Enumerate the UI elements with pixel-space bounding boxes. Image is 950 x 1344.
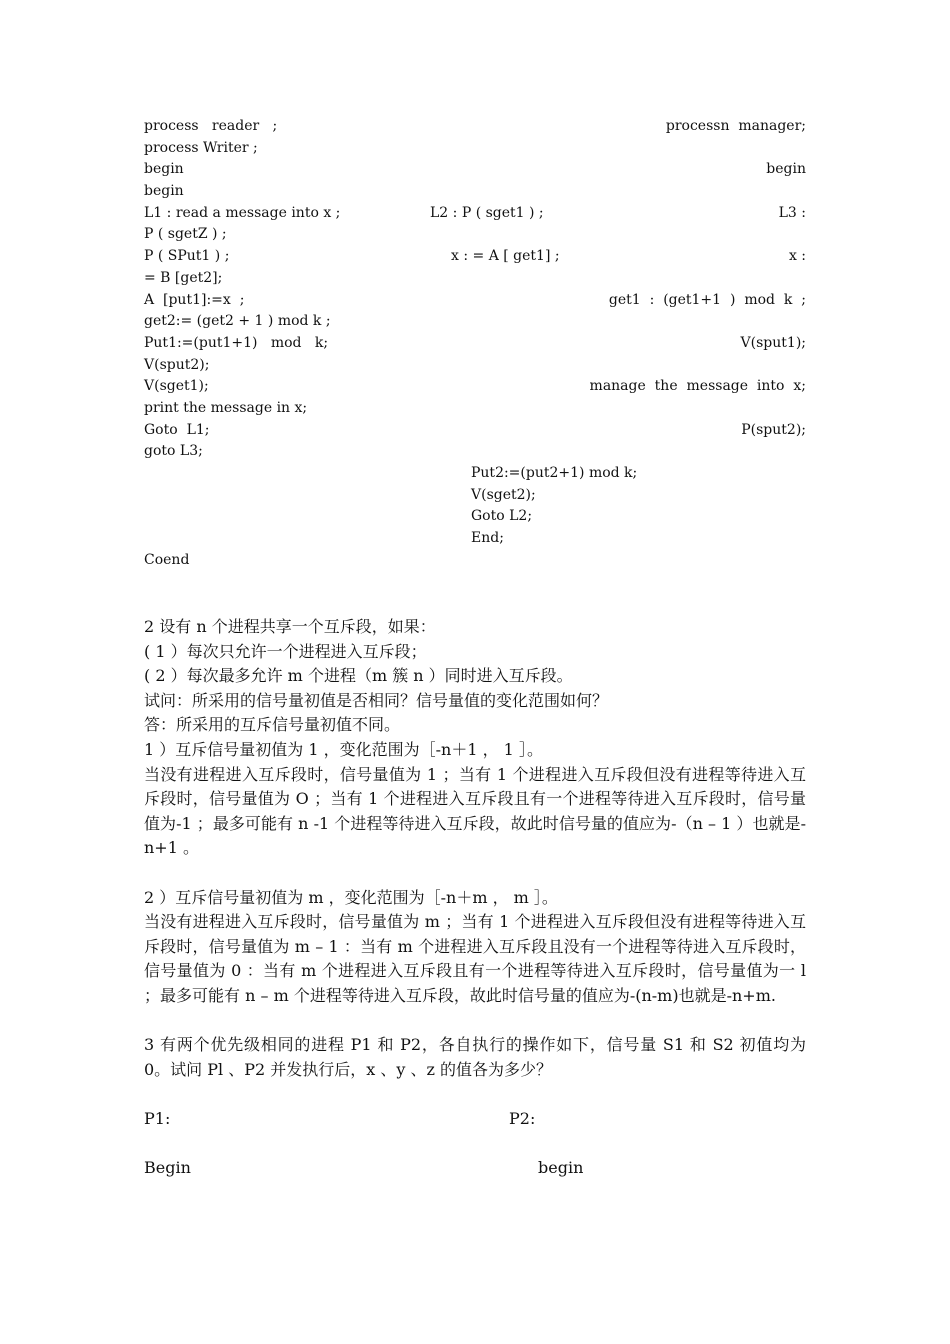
code-line-left: goto L3; [144,443,203,460]
code-line [144,224,806,246]
code-line-left: V(sput2); [144,356,210,373]
process-begins [144,1156,806,1181]
p1-label: P1: [144,1108,171,1128]
code-line [144,138,806,160]
code-line-left: L1 : read a message into x ; [144,204,341,221]
code-line-left: process Writer ; [144,139,258,156]
p1-begin: Begin [144,1158,191,1178]
code-line [144,420,806,442]
code-line [144,506,806,528]
code-line [144,355,806,377]
code-line-left: Put1:=(put1+1) mod k; [144,334,329,351]
code-line-mid: L2 : P ( sget1 ) ; [430,204,544,221]
code-line-right: processn manager; [665,118,806,134]
code-line-left: begin [144,161,184,178]
code-line [144,528,806,550]
p2-label: P2: [509,1108,536,1128]
q2-option-2: ( 2 ）每次最多允许 m 个进程（m 簇 n ）同时进入互斥段。 [144,666,573,686]
code-line [144,203,806,225]
code-line-right: x : [788,248,806,265]
code-line-left: P ( SPut1 ) ; [144,248,230,265]
code-line [144,333,806,355]
q3-title: 3 有两个优先级相同的进程 P1 和 P2，各自执行的操作如下，信号量 S1 和 S2 初值均为 0。试问 Pl 、P2 并发执行后，x 、y 、z 的值各为多少？ [144,1035,806,1079]
code-line [144,116,806,138]
code-line-right: manage the message into x; [589,378,806,395]
code-line [144,550,806,572]
code-line-right: P(sput2); [741,421,806,438]
code-line-left: process reader ; [144,118,278,134]
code-line [144,398,806,420]
process-labels [144,1107,806,1132]
code-line [144,181,806,203]
question-text [144,615,806,1181]
code-line-left: print the message in x; [144,399,308,416]
code-line-left: begin [144,183,184,200]
code-line [144,376,806,398]
code-line-right: begin [766,161,806,178]
code-line [144,290,806,312]
code-line-mid: End; [471,530,504,547]
q2-answer-1-body: 当没有进程进入互斥段时，信号量值为 1 ；当有 1 个进程进入互斥段但没有进程等待进入互斥段时，信号量值为 O ；当有 1 个进程进入互斥段且有一个进程等待进入互斥段时，信号量值为-1 ；最多可能有 n -1 个进程等待进入互斥段，故此时信号量的值应为-（n – 1 ）也就是-n+1 。 [144,764,806,858]
code-line-mid: Goto L2; [471,508,533,525]
code-line-right: L3 : [778,204,806,221]
code-block [144,116,806,571]
code-line [144,268,806,290]
code-line-left: get2:= (get2 + 1 ) mod k ; [144,313,331,330]
code-line-right: get1 : (get1+1 ) mod k ; [608,291,806,308]
code-line-mid: Put2:=(put2+1) mod k; [471,465,638,481]
code-line-left: Goto L1; [144,421,210,438]
q2-title: 2 设有 n 个进程共享一个互斥段，如果： [144,617,436,636]
code-line [144,159,806,181]
code-line-left: A [put1]:=x ; [144,291,245,308]
code-line-left: = B [get2]; [144,269,223,286]
q2-option-1: ( 1 ）每次只允许一个进程进入互斥段； [144,641,427,661]
code-line [144,311,806,333]
code-line-right: V(sput1); [740,334,806,351]
code-line-mid: x : = A [ get1] ; [451,248,560,265]
code-line [144,441,806,463]
p2-begin: begin [538,1158,584,1178]
code-line-left: P ( sgetZ ) ; [144,226,227,243]
q2-answer-2-title: 2 ）互斥信号量初值为 m ，变化范围为［-n＋m ， m ］。 [144,887,558,907]
q2-answer-1-title: 1 ）互斥信号量初值为 1 ，变化范围为［-n＋1 ， 1 ］。 [144,739,543,759]
code-line-left: V(sget1); [144,378,209,395]
code-line [144,463,806,485]
q2-ask: 试问：所采用的信号量初值是否相同？信号量值的变化范围如何？ [144,690,609,710]
code-line-left: Coend [144,551,190,568]
code-line [144,485,806,507]
code-line [144,246,806,268]
code-line-mid: V(sget2); [471,486,536,503]
q2-answer-2-body: 当没有进程进入互斥段时，信号量值为 m ；当有 1 个进程进入互斥段但没有进程等待进入互斥段时，信号量值为 m – 1 ：当有 m 个进程进入互斥段且没有一个进程等待进入互斥段时，信号量值为 0 ：当有 m 个进程进入互斥段且有一个进程等待进入互斥段时，信号量值为一 l ；最多可能有 n – m 个进程等待进入互斥段，故此时信号量的值应为-(n-m)也就是-n+m. [144,912,806,1005]
q2-answer: 答：所采用的互斥信号量初值不同。 [144,715,401,735]
